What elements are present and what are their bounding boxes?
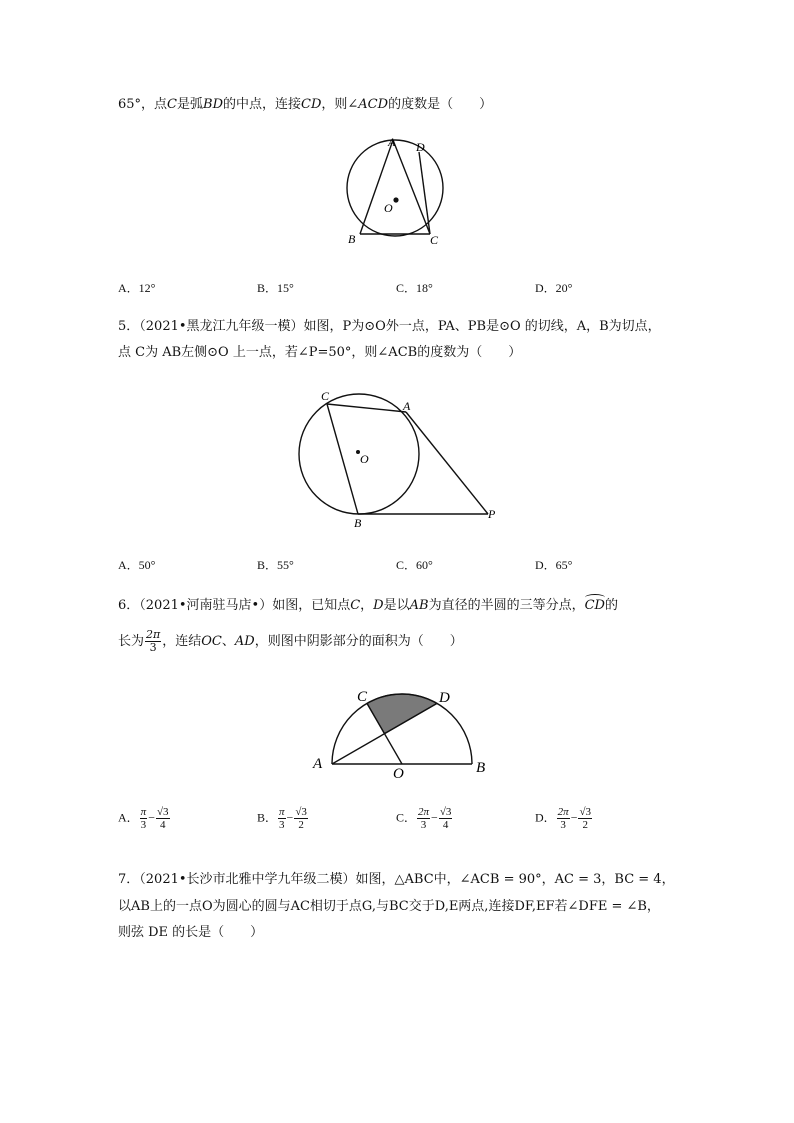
q5-seg-cb <box>327 404 358 514</box>
q5-label-c: C <box>321 389 330 403</box>
q6-arc-cd: CD <box>584 598 605 613</box>
q6-label-b: B <box>476 760 486 776</box>
q4-option-c: C．18° <box>396 281 433 295</box>
q4-option-a: A．12° <box>118 281 156 295</box>
q4-label-b: B <box>348 232 356 246</box>
q6-stem-line2: 长为 $\frac{2\pi}{3}$ ，连结OC、AD，则图中阴影部分的面积为（ ） <box>118 628 463 654</box>
q5-label-p: P <box>488 507 496 521</box>
q7-stem-line3: 则弦 DE 的长是（ ） <box>118 925 264 940</box>
q4-figure <box>330 130 460 255</box>
q4-seg-ac <box>393 140 430 234</box>
q6-label-d: D <box>439 690 450 706</box>
q4-option-d: D．20° <box>535 281 573 295</box>
q6-option-a: A． $\frac{\pi}{3}$ − $\frac{√3}{4}$ <box>118 806 169 831</box>
q5-label-o: O <box>360 452 369 466</box>
q6-shaded-region <box>367 694 437 734</box>
q6-figure <box>305 680 505 785</box>
q5-option-d: D．65° <box>535 558 573 572</box>
q5-label-a: A <box>403 399 411 413</box>
q7-stem-line1: 7．（2021•长沙市北雅中学九年级二模）如图，△ABC中，∠ACB = 90°，AC = 3，BC = 4， <box>118 872 675 887</box>
q6-option-d: D． $\frac{2\pi}{3}$ − $\frac{√3}{2}$ <box>535 806 592 831</box>
q5-option-b: B．55° <box>257 558 294 572</box>
q5-stem-line1: 5．（2021•黑龙江九年级一模）如图，P为⊙O外一点，PA、PB是⊙O 的切线，A，B为切点， <box>118 319 661 334</box>
q4-seg-ab <box>360 140 393 234</box>
q4-label-d: D <box>416 140 425 154</box>
q7-stem-line2: 以AB上的一点O为圆心的圆与AC相切于点G,与BC交于D,E两点,连接DF,EF若∠DFE = ∠B， <box>118 899 660 914</box>
q4-label-a: A <box>388 135 396 149</box>
q6-option-b: B． $\frac{\pi}{3}$ − $\frac{√3}{2}$ <box>257 806 307 831</box>
q6-length-fraction: $\frac{2\pi}{3}$ <box>146 628 161 654</box>
q6-label-c: C <box>357 689 368 705</box>
q5-option-c: C．60° <box>396 558 433 572</box>
q5-figure <box>290 383 510 533</box>
q4-label-c: C <box>430 233 439 247</box>
q4-center-dot <box>393 197 398 202</box>
q4-label-o: O <box>384 201 393 215</box>
q4-option-b: B．15° <box>257 281 294 295</box>
q6-label-a: A <box>313 756 323 772</box>
q5-label-b: B <box>354 516 362 530</box>
q5-stem-line2: 点 C为 AB左侧⊙O 上一点，若∠P=50°，则∠ACB的度数为（ ） <box>118 345 522 360</box>
q6-stem-line1: 6．（2021•河南驻马店•）如图，已知点C，D是以AB为直径的半圆的三等分点，CD的 <box>118 598 618 613</box>
q5-option-a: A．50° <box>118 558 156 572</box>
q6-label-o: O <box>393 766 404 782</box>
q4-stem: 65°，点C是弧BD的中点，连接CD，则∠ACD的度数是（ ） <box>118 97 493 112</box>
q6-option-c: C． $\frac{2\pi}{3}$ − $\frac{√3}{4}$ <box>396 806 452 831</box>
